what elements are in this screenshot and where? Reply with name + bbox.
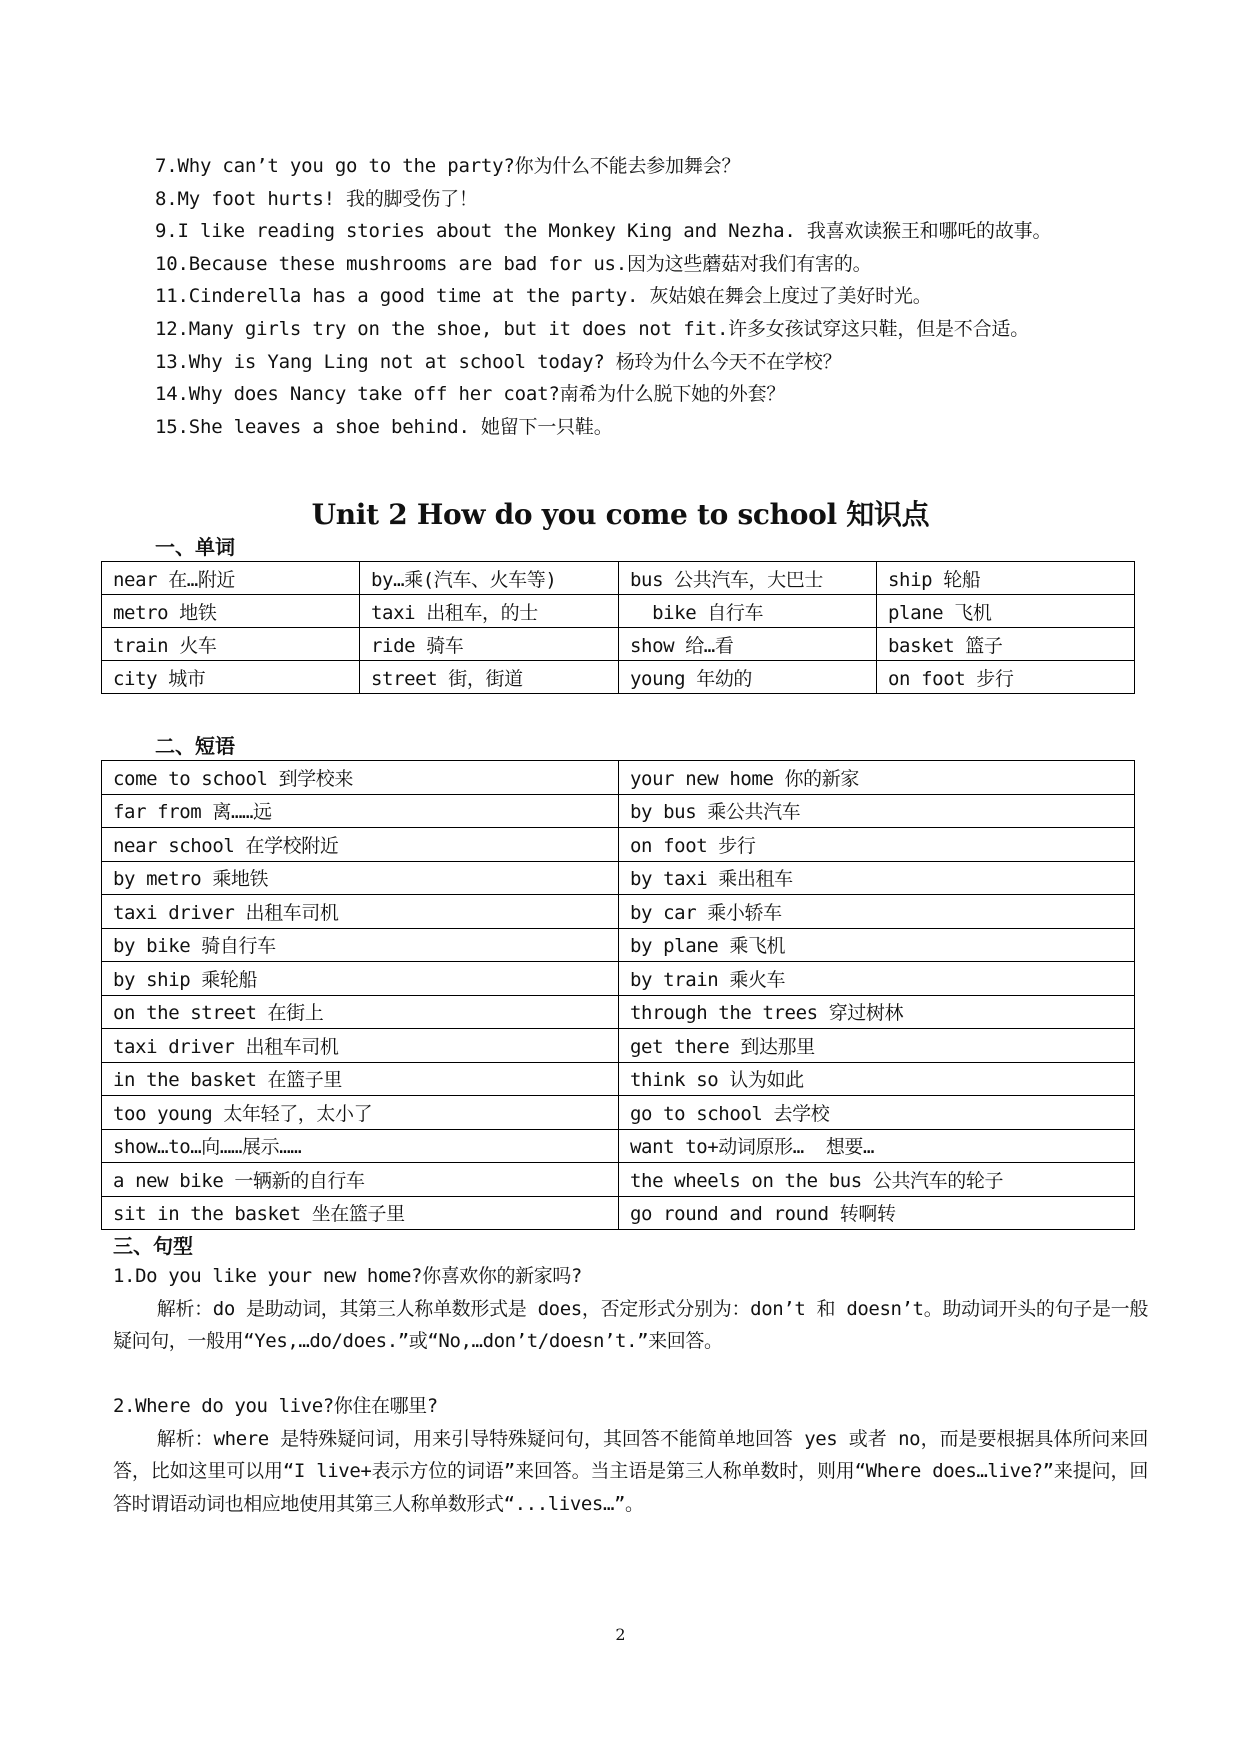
table-cell: city 城市 bbox=[102, 661, 360, 694]
table-cell: through the trees 穿过树林 bbox=[619, 995, 1135, 1029]
table-cell: on the street 在街上 bbox=[102, 995, 619, 1029]
table-row bbox=[102, 928, 1135, 962]
table-row bbox=[102, 1062, 1135, 1096]
table-row bbox=[102, 595, 1135, 628]
table-cell: ship 轮船 bbox=[877, 562, 1135, 595]
table-row bbox=[102, 861, 1135, 895]
table-cell: go round and round 转啊转 bbox=[619, 1196, 1135, 1230]
table-cell: get there 到达那里 bbox=[619, 1029, 1135, 1063]
table-cell: near school 在学校附近 bbox=[102, 828, 619, 862]
table-cell: go to school 去学校 bbox=[619, 1096, 1135, 1130]
phrase-heading: 二、短语 bbox=[155, 734, 235, 758]
sentence-item: 15.She leaves a shoe behind. 她留下一只鞋。 bbox=[155, 415, 613, 438]
table-cell: come to school 到学校来 bbox=[102, 761, 619, 795]
table-cell: by ship 乘轮船 bbox=[102, 962, 619, 996]
pattern-item bbox=[113, 1260, 1148, 1358]
table-cell: taxi driver 出租车司机 bbox=[102, 1029, 619, 1063]
sentence-item: 11.Cinderella has a good time at the party. 灰姑娘在舞会上度过了美好时光。 bbox=[155, 285, 932, 308]
table-cell: young 年幼的 bbox=[619, 661, 877, 694]
table-cell: by train 乘火车 bbox=[619, 962, 1135, 996]
table-row bbox=[102, 1029, 1135, 1063]
table-cell: taxi 出租车，的士 bbox=[360, 595, 619, 628]
sentence-item: 13.Why is Yang Ling not at school today? 杨玲为什么今天不在学校？ bbox=[155, 350, 842, 373]
table-cell: a new bike 一辆新的自行车 bbox=[102, 1163, 619, 1197]
sentence-item: 9.I like reading stories about the Monkey King and Nezha. 我喜欢读猴王和哪吒的故事。 bbox=[155, 220, 1052, 243]
sentence-list bbox=[155, 150, 1155, 443]
table-row bbox=[102, 1129, 1135, 1163]
table-cell: the wheels on the bus 公共汽车的轮子 bbox=[619, 1163, 1135, 1197]
table-cell: by plane 乘飞机 bbox=[619, 928, 1135, 962]
table-row bbox=[102, 1196, 1135, 1230]
table-row bbox=[102, 628, 1135, 661]
table-cell: by car 乘小轿车 bbox=[619, 895, 1135, 929]
pattern-question: 2.Where do you live?你住在哪里? bbox=[113, 1395, 438, 1417]
phrase-table bbox=[101, 760, 1135, 1230]
table-row bbox=[102, 995, 1135, 1029]
unit-title: Unit 2 How do you come to school 知识点 bbox=[311, 498, 930, 531]
table-cell: by taxi 乘出租车 bbox=[619, 861, 1135, 895]
table-cell: show…to…向……展示…… bbox=[102, 1129, 619, 1163]
table-cell: by metro 乘地铁 bbox=[102, 861, 619, 895]
table-row bbox=[102, 895, 1135, 929]
table-cell: too young 太年轻了，太小了 bbox=[102, 1096, 619, 1130]
table-row bbox=[102, 661, 1135, 694]
table-cell: bus 公共汽车，大巴士 bbox=[619, 562, 877, 595]
table-row bbox=[102, 828, 1135, 862]
table-cell: on foot 步行 bbox=[877, 661, 1135, 694]
table-row bbox=[102, 562, 1135, 595]
table-cell: bike 自行车 bbox=[619, 595, 877, 628]
table-cell: taxi driver 出租车司机 bbox=[102, 895, 619, 929]
table-row bbox=[102, 794, 1135, 828]
pattern-question: 1.Do you like your new home?你喜欢你的新家吗? bbox=[113, 1265, 582, 1287]
table-cell: near 在…附近 bbox=[102, 562, 360, 595]
pattern-explanation: 解析：do 是助动词，其第三人称单数形式是 does，否定形式分别为：don’t 和 doesn’t。助动词开头的句子是一般疑问句，一般用“Yes,…do/does.”或“No,…don’t/doesn’t.”来回答。 bbox=[113, 1297, 1148, 1352]
table-cell: street 街，街道 bbox=[360, 661, 619, 694]
table-row bbox=[102, 962, 1135, 996]
pattern-explanation: 解析：where 是特殊疑问词，用来引导特殊疑问句，其回答不能简单地回答 yes 或者 no，而是要根据具体所问来回答，比如这里可以用“I live+表示方位的词语”来回答。当主语是第三人称单数时，则用“Where does…live?”来提问，回答时谓语动词也相应地使用其第三人称单数形式“...lives…”。 bbox=[113, 1427, 1148, 1515]
table-cell: sit in the basket 坐在篮子里 bbox=[102, 1196, 619, 1230]
sentence-item: 7.Why can’t you go to the party?你为什么不能去参加舞会？ bbox=[155, 155, 741, 177]
table-cell: on foot 步行 bbox=[619, 828, 1135, 862]
table-cell: plane 飞机 bbox=[877, 595, 1135, 628]
table-cell: metro 地铁 bbox=[102, 595, 360, 628]
table-cell: by…乘(汽车、火车等) bbox=[360, 562, 619, 595]
table-row bbox=[102, 1096, 1135, 1130]
table-row bbox=[102, 1163, 1135, 1197]
table-cell: in the basket 在篮子里 bbox=[102, 1062, 619, 1096]
pattern-heading: 三、句型 bbox=[113, 1234, 193, 1258]
vocab-heading: 一、单词 bbox=[155, 535, 235, 559]
sentence-item: 10.Because these mushrooms are bad for us.因为这些蘑菇对我们有害的。 bbox=[155, 252, 872, 275]
table-cell: by bike 骑自行车 bbox=[102, 928, 619, 962]
table-cell: train 火车 bbox=[102, 628, 360, 661]
table-cell: basket 篮子 bbox=[877, 628, 1135, 661]
table-cell: by bus 乘公共汽车 bbox=[619, 794, 1135, 828]
sentence-item: 12.Many girls try on the shoe, but it does not fit.许多女孩试穿这只鞋，但是不合适。 bbox=[155, 317, 1029, 340]
table-cell: think so 认为如此 bbox=[619, 1062, 1135, 1096]
sentence-item: 8.My foot hurts! 我的脚受伤了！ bbox=[155, 187, 478, 210]
table-cell: your new home 你的新家 bbox=[619, 761, 1135, 795]
table-cell: show 给…看 bbox=[619, 628, 877, 661]
vocab-table bbox=[101, 561, 1135, 694]
page-number: 2 bbox=[615, 1625, 626, 1644]
table-row bbox=[102, 761, 1135, 795]
table-cell: far from 离……远 bbox=[102, 794, 619, 828]
sentence-item: 14.Why does Nancy take off her coat?南希为什么脱下她的外套？ bbox=[155, 383, 786, 406]
table-cell: want to+动词原形… 想要… bbox=[619, 1129, 1135, 1163]
pattern-item bbox=[113, 1390, 1148, 1520]
table-cell: ride 骑车 bbox=[360, 628, 619, 661]
